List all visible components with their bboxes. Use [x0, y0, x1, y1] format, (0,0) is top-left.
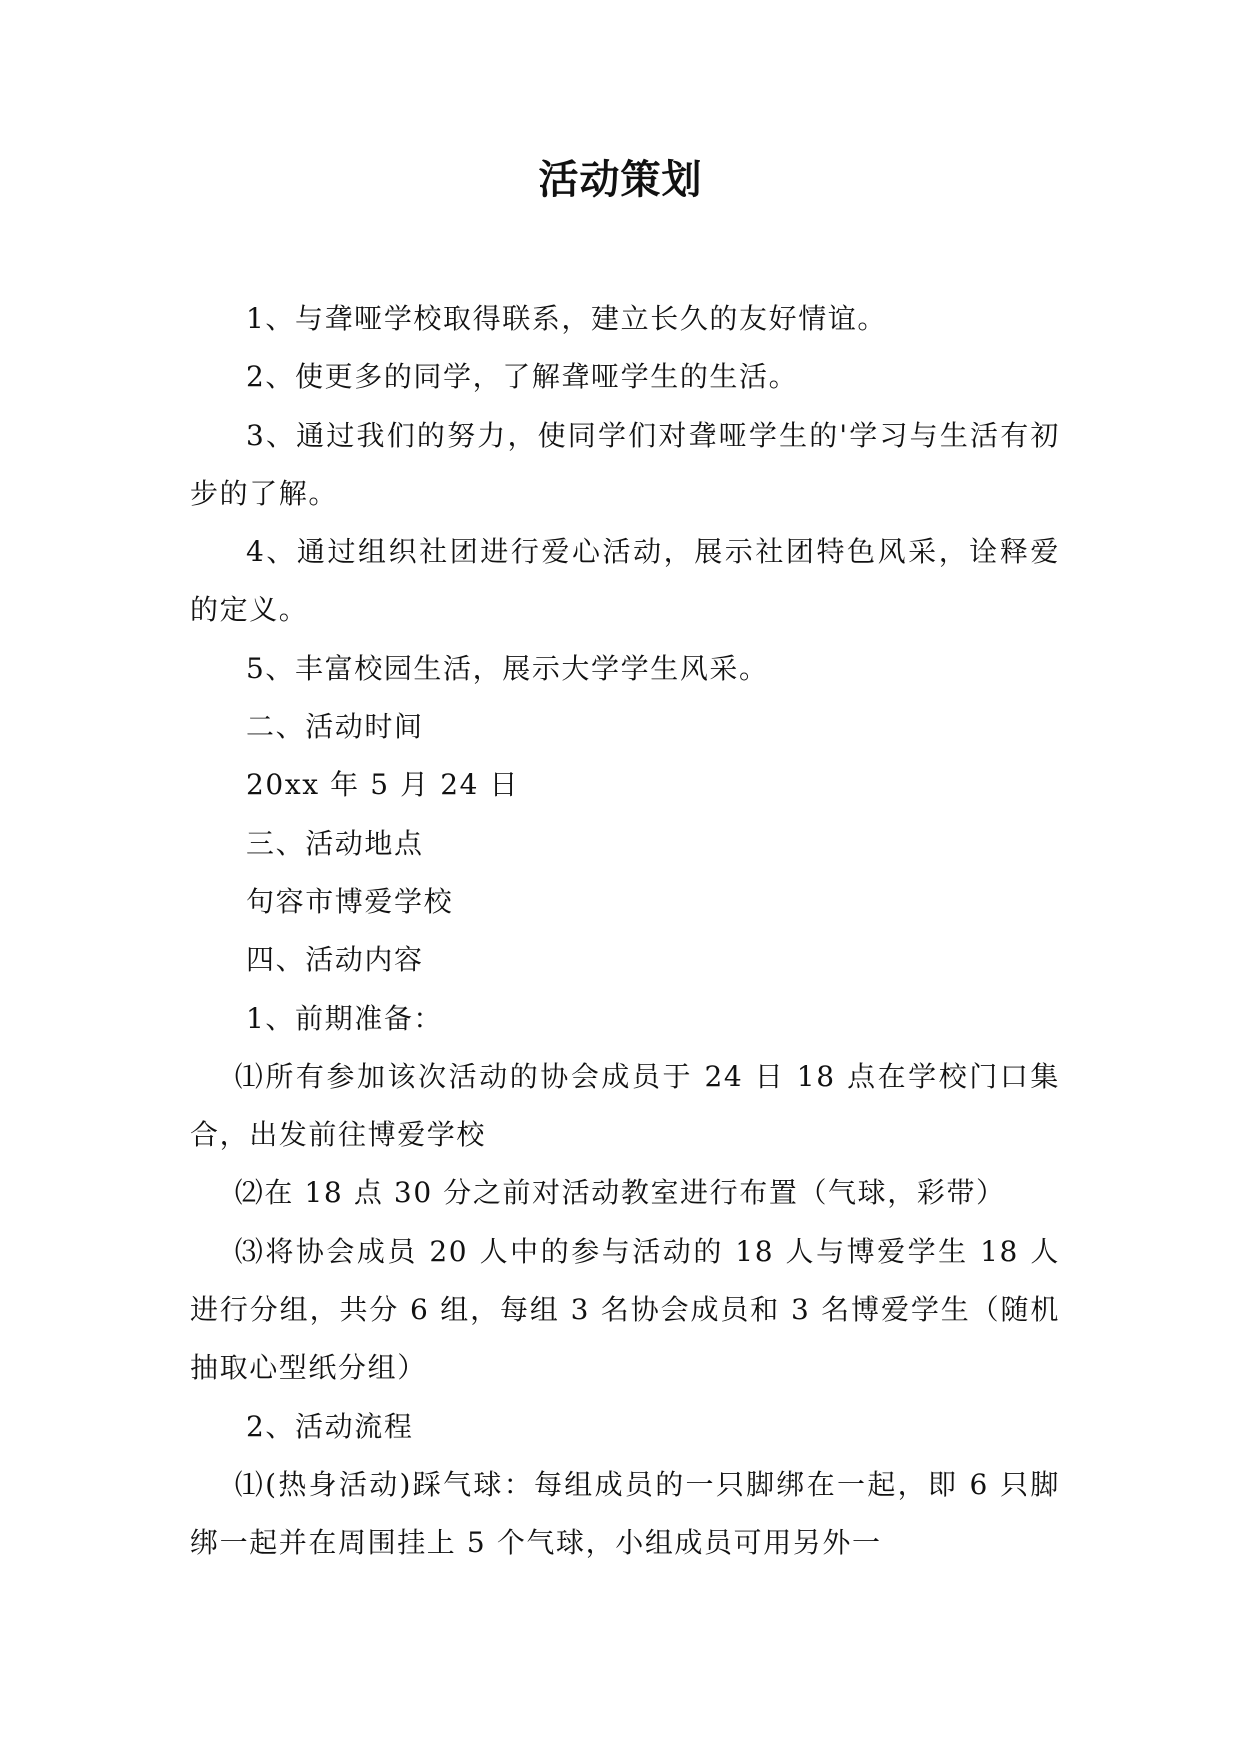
section-heading-time: 二、活动时间 — [246, 710, 424, 744]
process-step-1: ⑴(热身活动)踩气球：每组成员的一只脚绑在一起，即 6 只脚绑一起并在周围挂上 5 个气球，小组成员可用另外一 — [190, 1467, 1060, 1560]
activity-date: 20xx 年 5 月 24 日 — [246, 768, 520, 802]
activity-location: 句容市博爱学校 — [246, 884, 454, 918]
preparation-step-3: ⑶将协会成员 20 人中的参与活动的 18 人与博爱学生 18 人进行分组，共分 6 组，每组 3 名协会成员和 3 名博爱学生（随机抽取心型纸分组） — [190, 1234, 1060, 1385]
subheading-preparation: 1、前期准备： — [246, 1001, 444, 1035]
paragraph-goal-4: 4、通过组织社团进行爱心活动，展示社团特色风采，诠释爱的定义。 — [190, 535, 1060, 627]
document-title: 活动策划 — [538, 157, 703, 203]
paragraph-goal-3: 3、通过我们的努力，使同学们对聋哑学生的'学习与生活有初步的了解。 — [190, 418, 1060, 510]
preparation-step-2: ⑵在 18 点 30 分之前对活动教室进行布置（气球，彩带） — [234, 1176, 1006, 1210]
section-heading-location: 三、活动地点 — [246, 826, 424, 860]
paragraph-goal-5: 5、丰富校园生活，展示大学学生风采。 — [246, 651, 769, 685]
document-body — [190, 290, 1060, 1573]
paragraph-goal-2: 2、使更多的同学，了解聋哑学生的生活。 — [246, 360, 799, 394]
paragraph-goal-1: 1、与聋哑学校取得联系，建立长久的友好情谊。 — [246, 302, 888, 335]
subheading-process: 2、活动流程 — [246, 1409, 414, 1443]
preparation-step-1: ⑴所有参加该次活动的协会成员于 24 日 18 点在学校门口集合，出发前往博爱学校 — [190, 1059, 1060, 1152]
section-heading-content: 四、活动内容 — [246, 943, 424, 977]
